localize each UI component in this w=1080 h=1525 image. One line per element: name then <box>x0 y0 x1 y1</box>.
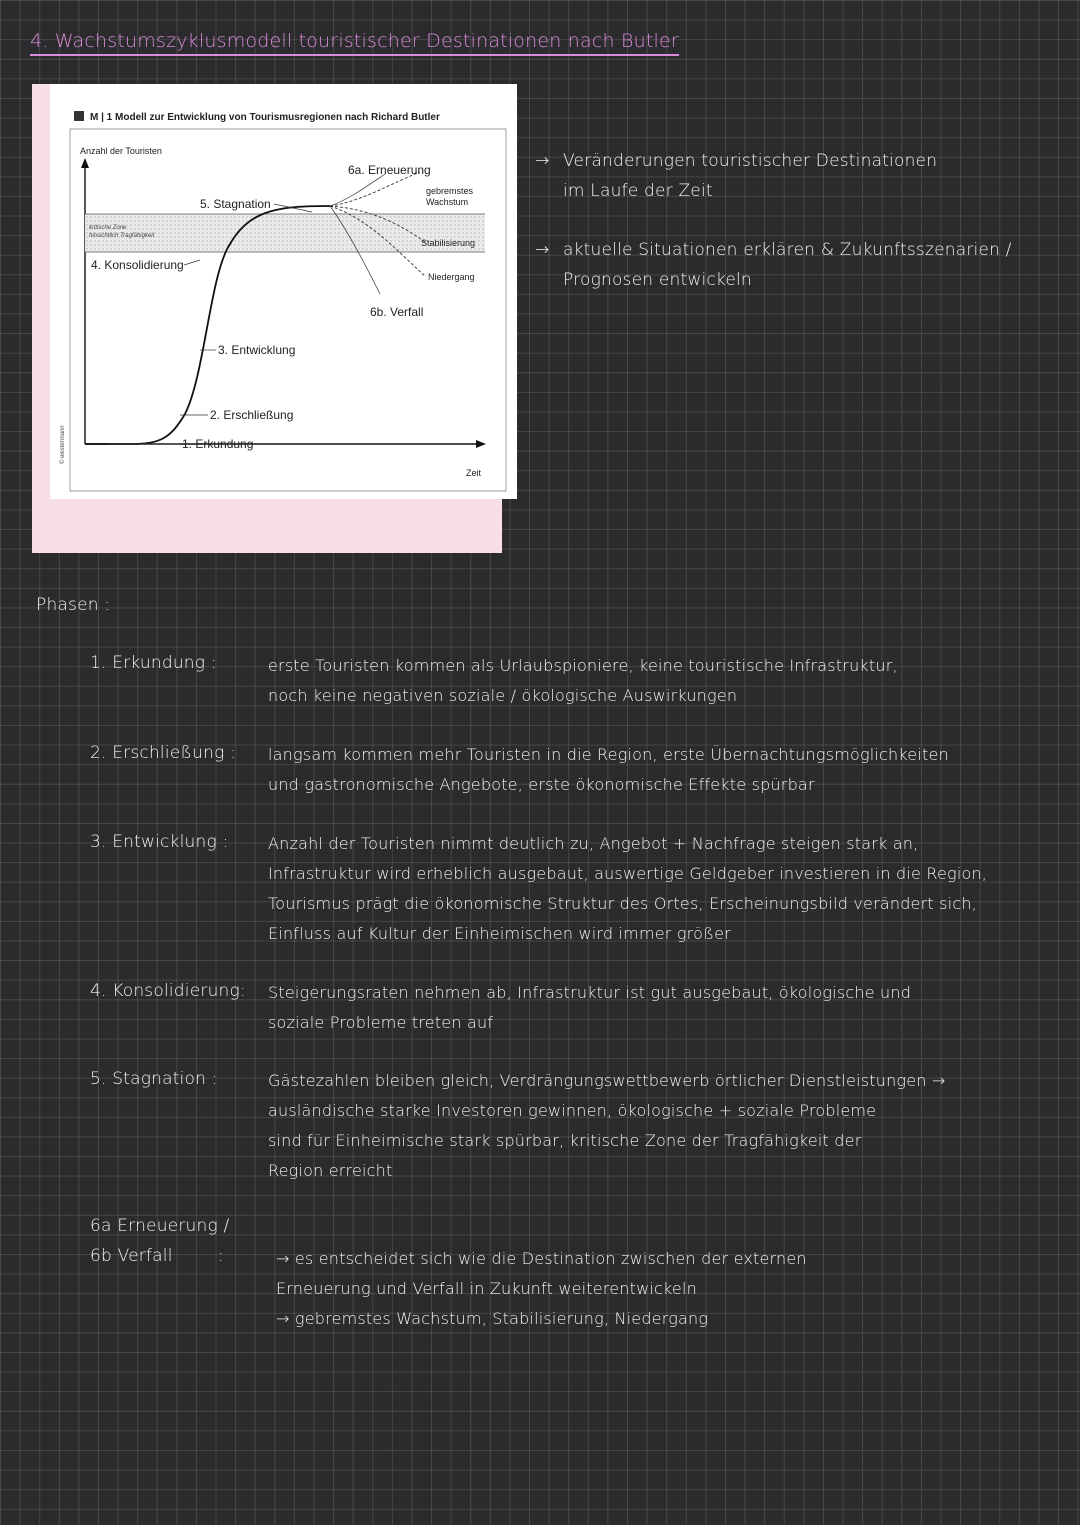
pointer-erneuerung <box>330 174 385 206</box>
note-2-line-1: aktuelle Situationen erklären & Zukunftsszenarien / <box>563 240 1012 260</box>
pointer-s5 <box>274 204 312 212</box>
page-title: 4. Wachstumszyklusmodell touristischer Destinationen nach Butler <box>30 30 679 52</box>
phase-1-line: erste Touristen kommen als Urlaubspioniere, keine touristische Infrastruktur, <box>268 656 898 675</box>
publisher-credit: © westermann <box>60 425 66 464</box>
stage-1-label: 1. Erkundung <box>182 437 254 451</box>
branch-gebremst <box>330 172 420 206</box>
phase-4-label: 4. Konsolidierung: <box>90 981 246 1001</box>
note-1-line-2: im Laufe der Zeit <box>563 181 713 201</box>
figure-caption: M | 1 Modell zur Entwicklung von Tourismusregionen nach Richard Butler <box>90 112 440 123</box>
phase-5-line: sind für Einheimische stark spürbar, kritische Zone der Tragfähigkeit der <box>268 1131 862 1150</box>
phase-3-line: Einfluss auf Kultur der Einheimischen wird immer größer <box>268 924 731 943</box>
phasen-heading: Phasen : <box>36 595 111 615</box>
phase-2-line: und gastronomische Angebote, erste ökonomische Effekte spürbar <box>268 775 815 794</box>
stage-6a-label: 6a. Erneuerung <box>348 163 431 177</box>
note-1-line-1: Veränderungen touristischer Destinationen <box>563 151 938 171</box>
stage-6b-label: 6b. Verfall <box>370 305 424 319</box>
phase-5-line: ausländische starke Investoren gewinnen, ökologische + soziale Probleme <box>268 1101 877 1120</box>
note-1 <box>535 146 937 206</box>
y-axis-label: Anzahl der Touristen <box>80 146 162 156</box>
stage-3-label: 3. Entwicklung <box>218 343 296 357</box>
figure-card <box>32 84 502 553</box>
phase-6-line: → gebremstes Wachstum, Stabilisierung, Niedergang <box>276 1309 709 1328</box>
phase-3-line: Tourismus prägt die ökonomische Struktur des Ortes, Erscheinungsbild verändert sich, <box>268 894 977 913</box>
phase-6-colon: : <box>218 1246 224 1266</box>
phase-5-line: Region erreicht <box>268 1161 393 1180</box>
phase-4-line: Steigerungsraten nehmen ab, Infrastruktur ist gut ausgebaut, ökologische und <box>268 983 912 1002</box>
butler-chart <box>50 84 517 499</box>
x-axis-arrow-icon <box>476 440 486 448</box>
phase-3-desc <box>268 829 987 949</box>
phase-6-desc <box>276 1244 807 1334</box>
stage-2-label: 2. Erschließung <box>210 408 294 422</box>
figure-panel <box>50 84 517 499</box>
critical-zone-label: kritische Zone <box>89 225 127 231</box>
arrow-icon: → <box>535 240 550 260</box>
y-axis-arrow-icon <box>81 158 89 168</box>
outcome-gebremst-label-2: Wachstum <box>426 197 469 207</box>
caption-square-icon <box>74 111 84 121</box>
phase-5-label: 5. Stagnation : <box>90 1069 218 1089</box>
phase-4-line: soziale Probleme treten auf <box>268 1013 494 1032</box>
phase-1-desc <box>268 651 898 711</box>
outcome-stabilisierung-label: Stabilisierung <box>421 238 476 248</box>
phase-3-line: Infrastruktur wird erheblich ausgebaut, auswertige Geldgeber investieren in die Region, <box>268 864 988 883</box>
chart-frame <box>70 129 506 491</box>
pointer-s4 <box>184 260 200 265</box>
critical-zone-label-2: hinsichtlich Tragfähigkeit <box>89 233 155 239</box>
arrow-icon: → <box>535 151 550 171</box>
stage-4-label: 4. Konsolidierung <box>91 258 184 272</box>
phase-1-line: noch keine negativen soziale / ökologische Auswirkungen <box>268 686 738 705</box>
phase-1-label: 1. Erkundung : <box>90 653 217 673</box>
phase-2-desc <box>268 740 949 800</box>
stage-5-label: 5. Stagnation <box>200 197 271 211</box>
note-2-line-2: Prognosen entwickeln <box>563 270 752 290</box>
phase-2-label: 2. Erschließung : <box>90 743 237 763</box>
phase-3-label: 3. Entwicklung : <box>90 832 229 852</box>
phase-5-desc <box>268 1066 946 1186</box>
phase-3-line: Anzahl der Touristen nimmt deutlich zu, Angebot + Nachfrage steigen stark an, <box>268 834 919 853</box>
phase-6-label-2: 6b Verfall <box>90 1246 173 1266</box>
outcome-gebremst-label: gebremstes <box>426 186 474 196</box>
x-axis-label: Zeit <box>466 468 482 478</box>
phase-6-line: Erneuerung und Verfall in Zukunft weiterentwickeln <box>276 1279 697 1298</box>
phase-6-label: 6a Erneuerung / <box>90 1216 230 1236</box>
phase-5-line: Gästezahlen bleiben gleich, Verdrängungswettbewerb örtlicher Dienstleistungen → <box>268 1071 946 1090</box>
outcome-niedergang-label: Niedergang <box>428 272 475 282</box>
phase-2-line: langsam kommen mehr Touristen in die Region, erste Übernachtungsmöglichkeiten <box>268 745 949 764</box>
phase-6-line: → es entscheidet sich wie die Destination zwischen der externen <box>276 1249 807 1268</box>
phase-4-desc <box>268 978 911 1038</box>
note-2 <box>535 235 1012 295</box>
